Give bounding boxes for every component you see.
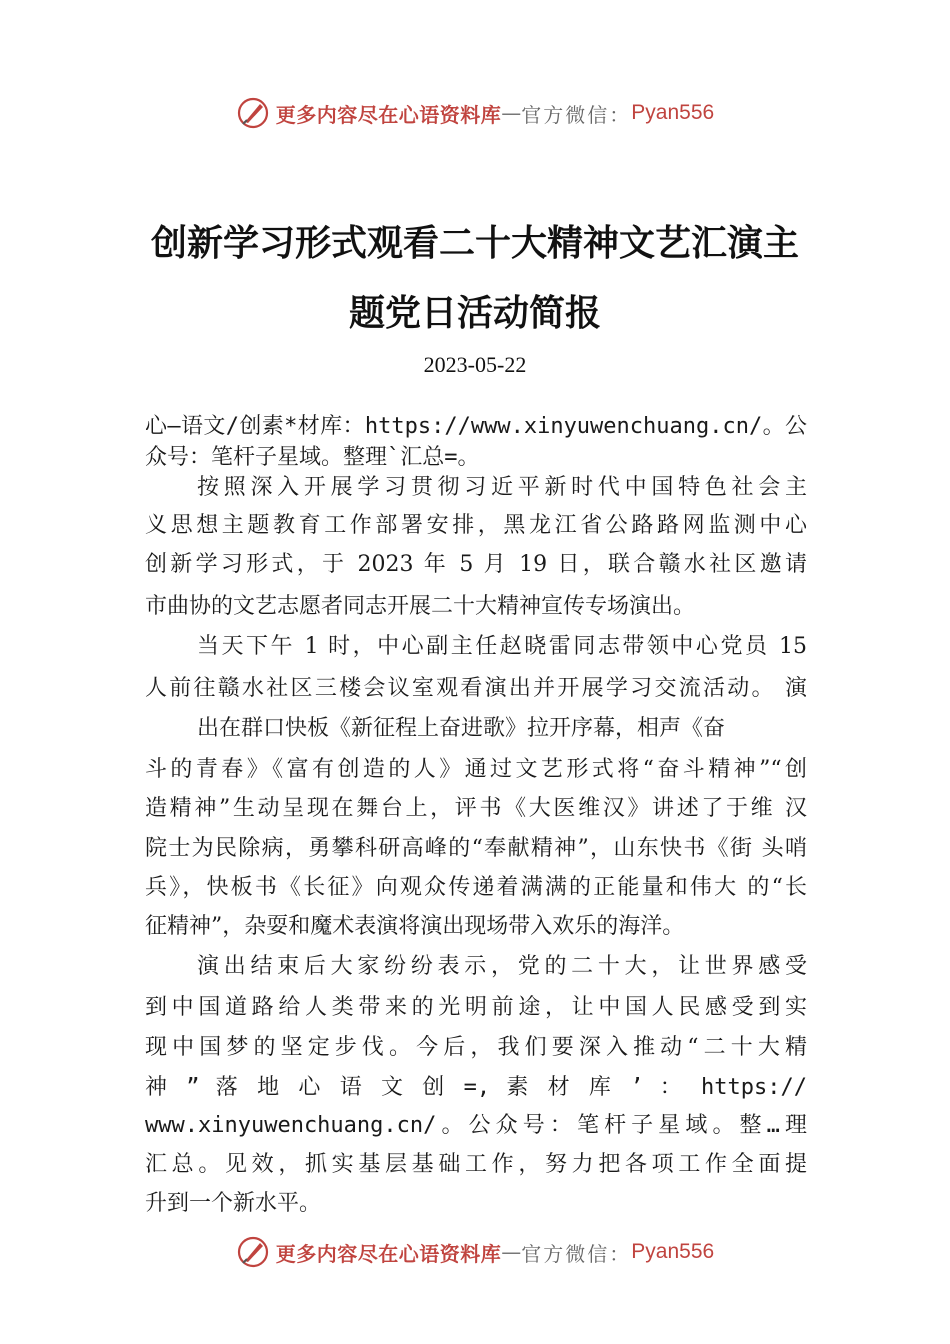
body-line: 心—语文/创素*材库：https://www.xinyuwenchuang.cn/。公 <box>145 414 807 439</box>
quill-logo-icon <box>236 1235 270 1269</box>
body-line: 斗的青春》《富有创造的人》通过文艺形式将“奋斗精神”“创 <box>145 757 807 782</box>
body-line: 义思想主题教育工作部署安排，黑龙江省公路路网监测中心 <box>145 513 807 538</box>
footer-banner <box>0 1232 950 1272</box>
body-line: 院士为民除病，勇攀科研高峰的“奉献精神”，山东快书《街 头哨 <box>145 836 807 861</box>
body-line: 征精神”，杂耍和魔术表演将演出现场带入欢乐的海洋。 <box>145 914 685 939</box>
body-line: 到中国道路给人类带来的光明前途，让中国人民感受到实 <box>145 995 807 1020</box>
body-line: www.xinyuwenchuang.cn/。公众号：笔杆子星域。整…理 <box>145 1113 807 1138</box>
body-line: 汇总。见效，抓实基层基础工作，努力把各项工作全面提 <box>145 1152 807 1177</box>
body-line: 现中国梦的坚定步伐。今后，我们要深入推动“二十大精 <box>145 1035 807 1060</box>
banner-separator: — <box>501 101 522 125</box>
banner-brand-text: 更多内容尽在心语资料库 <box>275 1241 502 1266</box>
body-line: 神 ” 落 地 心 语 文 创 =, 素 材 库 ’ ： https:// <box>145 1075 807 1100</box>
banner-separator: — <box>501 1240 522 1264</box>
body-line: 市曲协的文艺志愿者同志开展二十大精神宣传专场演出。 <box>145 594 696 619</box>
banner-wechat-label: 官方微信： <box>521 1241 632 1266</box>
banner-wechat-id: Pyan556 <box>631 101 715 124</box>
body-line: 创新学习形式，于 2023 年 5 月 19 日，联合赣水社区邀请 <box>145 552 807 577</box>
document-title-line-1: 创新学习形式观看二十大精神文艺汇演主 <box>150 223 799 264</box>
body-line: 按照深入开展学习贯彻习近平新时代中国特色社会主 <box>197 475 807 500</box>
body-line: 众号：笔杆子星域。整理`汇总=。 <box>145 445 480 470</box>
banner-brand-text: 更多内容尽在心语资料库 <box>275 102 502 127</box>
document-title-line-2: 题党日活动简报 <box>348 293 601 334</box>
banner-wechat-label: 官方微信： <box>521 102 632 127</box>
body-line: 造精神”生动呈现在舞台上，评书《大医维汉》讲述了于维 汉 <box>145 796 807 821</box>
body-line: 演出结束后大家纷纷表示，党的二十大，让世界感受 <box>197 954 807 979</box>
body-line: 人前往赣水社区三楼会议室观看演出并开展学习交流活动。 演 <box>145 676 807 701</box>
header-banner <box>0 93 950 133</box>
body-line: 当天下午 1 时，中心副主任赵晓雷同志带领中心党员 15 <box>197 634 807 659</box>
body-line: 出在群口快板《新征程上奋进歌》拉开序幕，相声《奋 <box>197 716 726 741</box>
body-line: 升到一个新水平。 <box>145 1191 322 1216</box>
quill-logo-icon <box>236 96 270 130</box>
banner-wechat-id: Pyan556 <box>631 1240 715 1263</box>
document-date: 2023-05-22 <box>423 352 527 377</box>
body-line: 兵》，快板书《长征》向观众传递着满满的正能量和伟大 的“长 <box>145 875 807 900</box>
